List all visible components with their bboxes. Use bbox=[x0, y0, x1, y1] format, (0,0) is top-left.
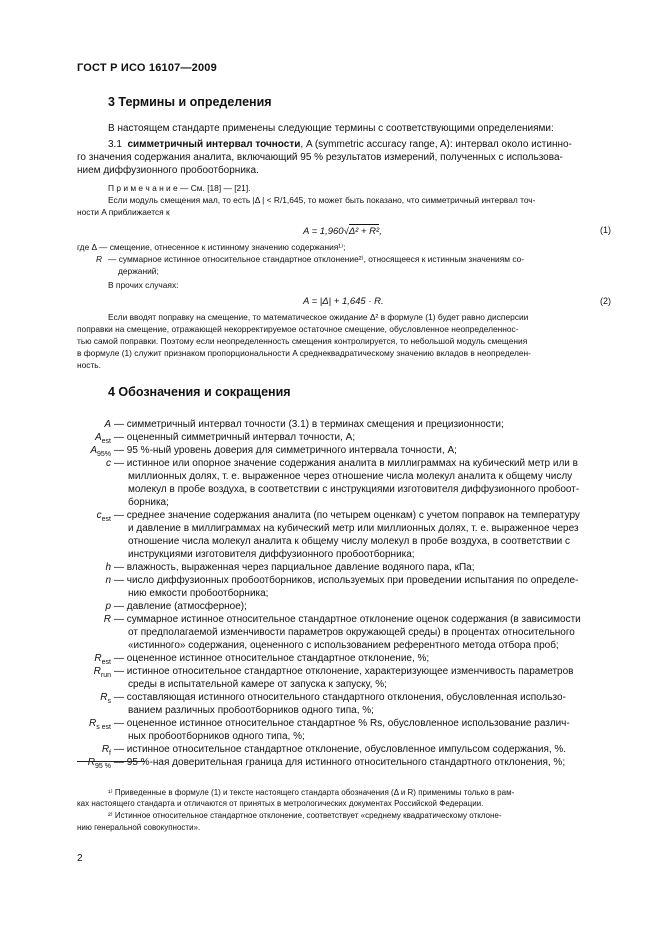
symbol-definition-line: — влажность, выраженная через парциальное давление водяного пара, кПа; bbox=[114, 562, 475, 573]
symbol-definition-line: отношение числа молекул аналита к общему числу молекул в пробе воздуха, в соответствии с bbox=[128, 536, 571, 547]
note-line-1: Если модуль смещения мал, то есть |Δ | < R/1,645, то может быть показано, что симметричный интервал точ- bbox=[108, 195, 536, 205]
footnote-rule bbox=[77, 761, 145, 762]
para-line-1: Если вводят поправку на смещение, то математическое ожидание Δ² в формуле (1) будет равно дисперсии bbox=[108, 312, 529, 322]
symbol-definition-line: — составляющая истинного относительного стандартного отклонения, обусловленная использо- bbox=[114, 692, 566, 703]
note-text: — См. [18] — [21]. bbox=[177, 183, 251, 193]
formula-1-lhs: A = 1,960 bbox=[303, 226, 344, 237]
symbol-letter: A bbox=[94, 432, 102, 443]
footnote-2-line2: нию генеральной совокупности». bbox=[77, 823, 201, 832]
symbol-6 bbox=[78, 574, 111, 587]
footnote-1-line1: ¹⁾ Приведенные в формуле (1) и тексте настоящего стандарта обозначения (Δ и R) применимы только в рам- bbox=[108, 788, 515, 797]
symbol-subscript: 95% bbox=[96, 451, 111, 458]
term-name: симметричный интервал точности bbox=[127, 139, 301, 150]
symbol-definition-line: — оцененное истинное относительное стандартное % Rs, обусловленное использование различ- bbox=[114, 718, 570, 729]
radical-icon: √ bbox=[343, 226, 349, 237]
section-3-intro: В настоящем стандарте применены следующие термины с соответствующими определениями: bbox=[108, 123, 554, 134]
symbol-definition-line: — истинное или опорное значение содержания аналита в миллиграммах на кубический метр или в bbox=[114, 458, 578, 469]
symbol-definition-line: — суммарное истинное относительное стандартное отклонение оценок содержания (в зависимости bbox=[114, 614, 581, 625]
symbol-definition-line: ванием различных пробоотборников одного типа, %; bbox=[128, 705, 374, 716]
symbol-definition-line: — 95 %-ная доверительная граница для истинного относительного стандартного отклонения, %; bbox=[114, 757, 566, 768]
symbol-definition-line: от предполагаемой изменчивости параметров окружающей среды) в процентах относительного bbox=[128, 627, 575, 638]
symbol-11 bbox=[78, 691, 111, 708]
para-line-2: поправки на смещение, отражающей некорректируемое остаточное смещение, обусловленное неопределеннос- bbox=[77, 324, 519, 334]
symbol-letter: R bbox=[101, 744, 110, 755]
symbol-letter: R bbox=[87, 757, 96, 768]
symbol-letter: c bbox=[106, 458, 111, 469]
symbol-definition-line: «истинного» содержания, оцененного с использованием референтного метода отбора проб; bbox=[128, 640, 559, 651]
term-3-1-line3: нием диффузионного пробоотборника. bbox=[77, 165, 259, 176]
symbol-definition-line: — симметричный интервал точности (3.1) в терминах смещения и прецизионности; bbox=[114, 419, 504, 430]
symbol-definition-line: — оцененное истинное относительное стандартное отклонение, %; bbox=[114, 653, 430, 664]
where-r-symbol: R bbox=[96, 254, 103, 264]
term-number: 3.1 bbox=[108, 139, 122, 150]
section-4-title: 4 Обозначения и сокращения bbox=[108, 385, 291, 399]
term-3-1-line1 bbox=[108, 138, 572, 151]
symbol-letter: A bbox=[104, 419, 111, 430]
section-3-title: 3 Термины и определения bbox=[108, 95, 272, 109]
symbol-letter: c bbox=[96, 510, 102, 521]
para-line-5: ность. bbox=[77, 360, 101, 370]
symbol-12 bbox=[78, 717, 111, 734]
symbol-letter: p bbox=[105, 601, 111, 612]
symbol-8 bbox=[78, 613, 111, 626]
where-delta: где Δ — смещение, отнесенное к истинному значению содержания¹⁾; bbox=[77, 242, 346, 252]
symbol-definition-line: молекул в пробе воздуха, в соответствии с инструкциями изготовителя диффузионного пробоот- bbox=[128, 484, 580, 495]
page-number: 2 bbox=[77, 853, 83, 864]
formula-1-radicand: Δ² + R² bbox=[348, 226, 380, 237]
note-label: П р и м е ч а н и е bbox=[108, 183, 178, 193]
term-3-1-line2: го значения содержания аналита, включающий 95 % результатов измерений, полученных с использова- bbox=[77, 152, 563, 163]
other-cases: В прочих случаях: bbox=[108, 280, 179, 290]
symbol-subscript: s est bbox=[96, 724, 111, 731]
formula-2: A = |Δ| + 1,645 · R. bbox=[303, 296, 384, 307]
footnote-2-line1: ²⁾ Истинное относительное стандартное отклонение, соответствует «среднему квадратическому отклоне- bbox=[108, 811, 502, 820]
symbol-definition-line: — среднее значение содержания аналита (по четырем оценкам) с учетом поправок на температуру bbox=[114, 510, 580, 521]
symbol-letter: n bbox=[105, 575, 111, 586]
symbol-definition-line: среды в испытательной камере от запуска к запуску, %; bbox=[128, 679, 387, 690]
symbol-definition-line: миллионных долях, т. е. выраженное через отношение числа молекул аналита к общему числу bbox=[128, 471, 573, 482]
symbol-letter: h bbox=[105, 562, 111, 573]
symbol-7 bbox=[78, 600, 111, 613]
symbol-definition-line: нию емкости пробоотборника; bbox=[128, 588, 269, 599]
symbol-definition-line: — давление (атмосферное); bbox=[114, 601, 247, 612]
note-line-2: ности A приближается к bbox=[77, 207, 170, 217]
symbol-10 bbox=[78, 665, 111, 682]
symbol-14 bbox=[78, 756, 111, 773]
symbol-5 bbox=[78, 561, 111, 574]
formula-1-tail: , bbox=[379, 226, 382, 237]
formula-1-number: (1) bbox=[600, 225, 611, 235]
symbol-subscript: f bbox=[109, 750, 111, 757]
symbol-letter: R bbox=[103, 614, 111, 625]
term-definition-start: , A (symmetric accuracy range, A): интервал около истинно- bbox=[300, 139, 572, 150]
symbol-subscript: est bbox=[101, 659, 111, 666]
symbol-definition-line: ных пробоотборников одного типа, %; bbox=[128, 731, 305, 742]
formula-2-number: (2) bbox=[600, 296, 611, 306]
document-header: ГОСТ Р ИСО 16107—2009 bbox=[77, 62, 217, 74]
symbol-subscript: 95 % bbox=[95, 763, 111, 770]
symbol-definition-line: — оцененный симметричный интервал точности, A; bbox=[114, 432, 356, 443]
note bbox=[108, 183, 251, 195]
symbol-letter: A bbox=[90, 445, 97, 456]
symbol-definition-line: — истинное относительное стандартное отклонение, характеризующее изменчивость параметров bbox=[114, 666, 574, 677]
symbol-definition-line: — истинное относительное стандартное отклонение, обусловленное импульсом содержания, %. bbox=[114, 744, 567, 755]
where-r-line2: держаний; bbox=[118, 266, 159, 276]
where-r-line1: — суммарное истинное относительное стандартное отклонение²⁾, относящееся к истинным значениям со- bbox=[108, 254, 525, 264]
para-line-3: тью самой поправки. Поэтому если неопределенность смещения контролируется, то небольшой модуль смещения bbox=[77, 336, 528, 346]
symbol-4 bbox=[78, 509, 111, 526]
symbol-letter: R bbox=[100, 692, 108, 703]
symbol-definition-line: и давление в миллиграммах на кубический метр или миллионных долях, т. е. выраженное через bbox=[128, 523, 579, 534]
symbol-subscript: run bbox=[100, 672, 111, 679]
symbol-letter: R bbox=[93, 666, 101, 677]
symbol-letter: R bbox=[88, 718, 97, 729]
symbol-definition-line: — число диффузионных пробоотборников, используемых при проведении испытания по определе- bbox=[114, 575, 579, 586]
symbol-0 bbox=[78, 418, 111, 431]
symbol-3 bbox=[78, 457, 111, 470]
symbol-letter: R bbox=[94, 653, 102, 664]
symbol-subscript: est bbox=[101, 516, 111, 523]
symbol-subscript: s bbox=[107, 698, 111, 705]
footnote-1-line2: ках настоящего стандарта и отличаются от принятых в метрологических документах Российской Федерации. bbox=[77, 799, 484, 808]
formula-1 bbox=[303, 226, 382, 237]
symbol-definition-line: инструкциями изготовителя диффузионного пробоотборника; bbox=[128, 549, 415, 560]
symbol-subscript: est bbox=[101, 438, 111, 445]
symbol-definition-line: — 95 %-ный уровень доверия для симметричного интервала точности, A; bbox=[114, 445, 457, 456]
symbol-definition-line: борника; bbox=[128, 497, 169, 508]
para-line-4: в формуле (1) служит признаком пропорциональности A среднеквадратическому значению вкладов в неопределен- bbox=[77, 348, 531, 358]
